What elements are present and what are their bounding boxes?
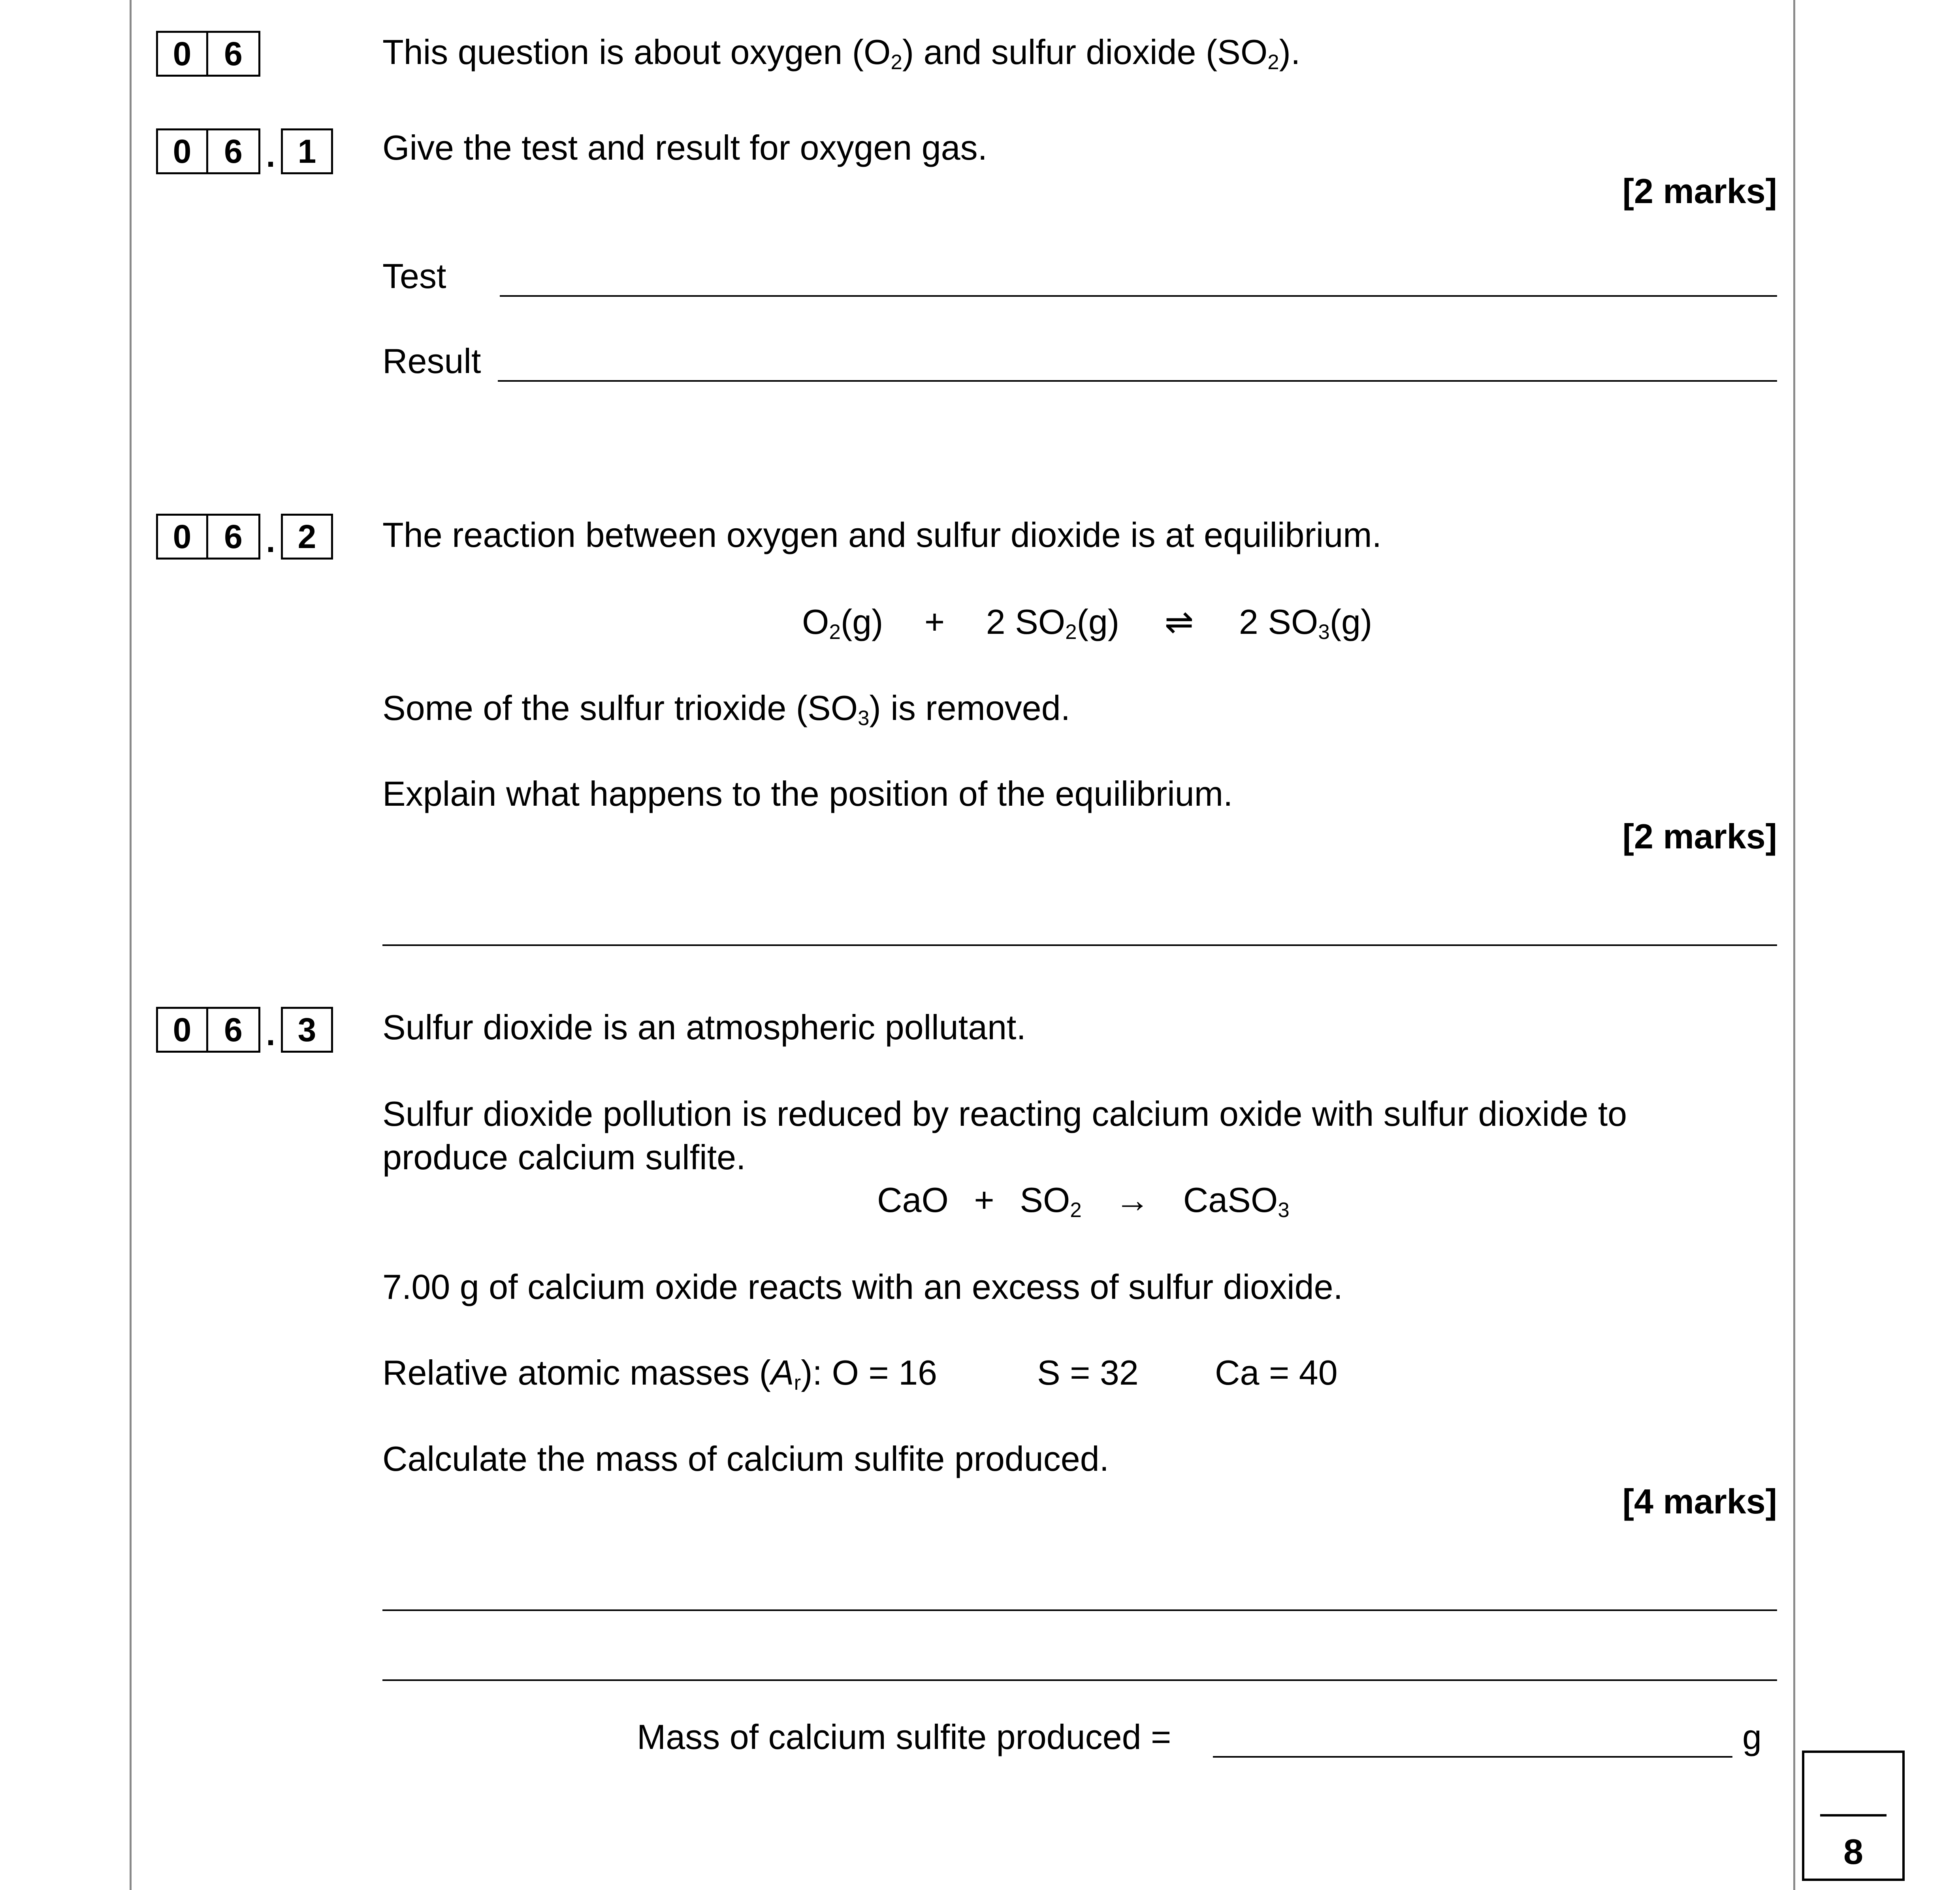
digit-box: 3 <box>281 1007 333 1053</box>
digit-box: 0 <box>156 31 208 77</box>
ram-calcium: Ca = 40 <box>1215 1353 1338 1392</box>
removal-statement: Some of the sulfur trioxide $(SO_3)$ is removed. <box>382 688 1071 730</box>
result-label: Result <box>382 341 481 381</box>
digit-box: 0 <box>156 128 208 174</box>
question-prompt: The reaction between oxygen and sulfur dioxide is at equilibrium. <box>382 515 1382 554</box>
reaction-arrow-icon: → <box>1115 1180 1150 1219</box>
marks-label: [2 marks] <box>1622 817 1777 856</box>
right-margin-line <box>1793 0 1795 1890</box>
test-label: Test <box>382 256 446 296</box>
working-line[interactable] <box>382 1679 1777 1681</box>
question-instruction: Calculate the mass of calcium sulfite produced. <box>382 1439 1109 1478</box>
digit-box: 0 <box>156 1007 208 1053</box>
question-number-06-3 <box>156 1007 333 1053</box>
context-line-2: produce calcium sulfite. <box>382 1138 746 1177</box>
question-number-06-1 <box>156 128 333 174</box>
equilibrium-equation: $O_2(g) + 2$ $SO_2(g)$ ⇌ 2 $SO_3(g)$ <box>802 602 1373 644</box>
question-number-06-2 <box>156 514 333 560</box>
result-answer-line[interactable] <box>498 380 1777 382</box>
number-separator: . <box>266 137 275 174</box>
marks-label: [2 marks] <box>1622 171 1777 211</box>
digit-box: 6 <box>208 128 260 174</box>
pollutant-statement: Sulfur dioxide is an atmospheric pollutant. <box>382 1008 1026 1047</box>
question-instruction: Explain what happens to the position of the equilibrium. <box>382 774 1233 813</box>
digit-box: 1 <box>281 128 333 174</box>
digit-box: 6 <box>208 1007 260 1053</box>
mass-statement: 7.00 g of calcium oxide reacts with an excess of sulfur dioxide. <box>382 1267 1343 1306</box>
number-separator: . <box>266 1015 275 1052</box>
answer-line[interactable] <box>1213 1756 1732 1758</box>
question-prompt: Give the test and result for oxygen gas. <box>382 128 988 167</box>
digit-box: 6 <box>208 514 260 560</box>
equilibrium-arrow-icon: ⇌ <box>1164 602 1194 641</box>
digit-box: 0 <box>156 514 208 560</box>
ram-sulfur: S = 32 <box>1037 1353 1139 1392</box>
page-total-box <box>1802 1751 1905 1881</box>
working-line[interactable] <box>382 1609 1777 1611</box>
answer-label: Mass of calcium sulfite produced = <box>637 1717 1171 1756</box>
reaction-equation: CaO + $SO_2$ → CaSO$_3$ <box>877 1180 1290 1222</box>
page-total: 8 <box>1843 1832 1864 1872</box>
test-answer-line[interactable] <box>500 295 1777 297</box>
digit-box: 2 <box>281 514 333 560</box>
digit-box: 6 <box>208 31 260 77</box>
answer-line[interactable] <box>382 944 1777 946</box>
question-intro: This question is about oxygen $(O_2)$ and sulfur dioxide $(SO_2)$. <box>382 32 1301 74</box>
score-divider <box>1820 1814 1887 1817</box>
number-separator: . <box>266 522 275 559</box>
relative-atomic-masses: Relative atomic masses $(A_r)$: O = 16 <box>382 1353 938 1395</box>
marks-label: [4 marks] <box>1622 1482 1777 1521</box>
left-margin-line <box>130 0 132 1890</box>
context-line-1: Sulfur dioxide pollution is reduced by reacting calcium oxide with sulfur dioxide to <box>382 1094 1627 1133</box>
question-number-06 <box>156 31 260 77</box>
answer-unit: g <box>1742 1717 1762 1756</box>
